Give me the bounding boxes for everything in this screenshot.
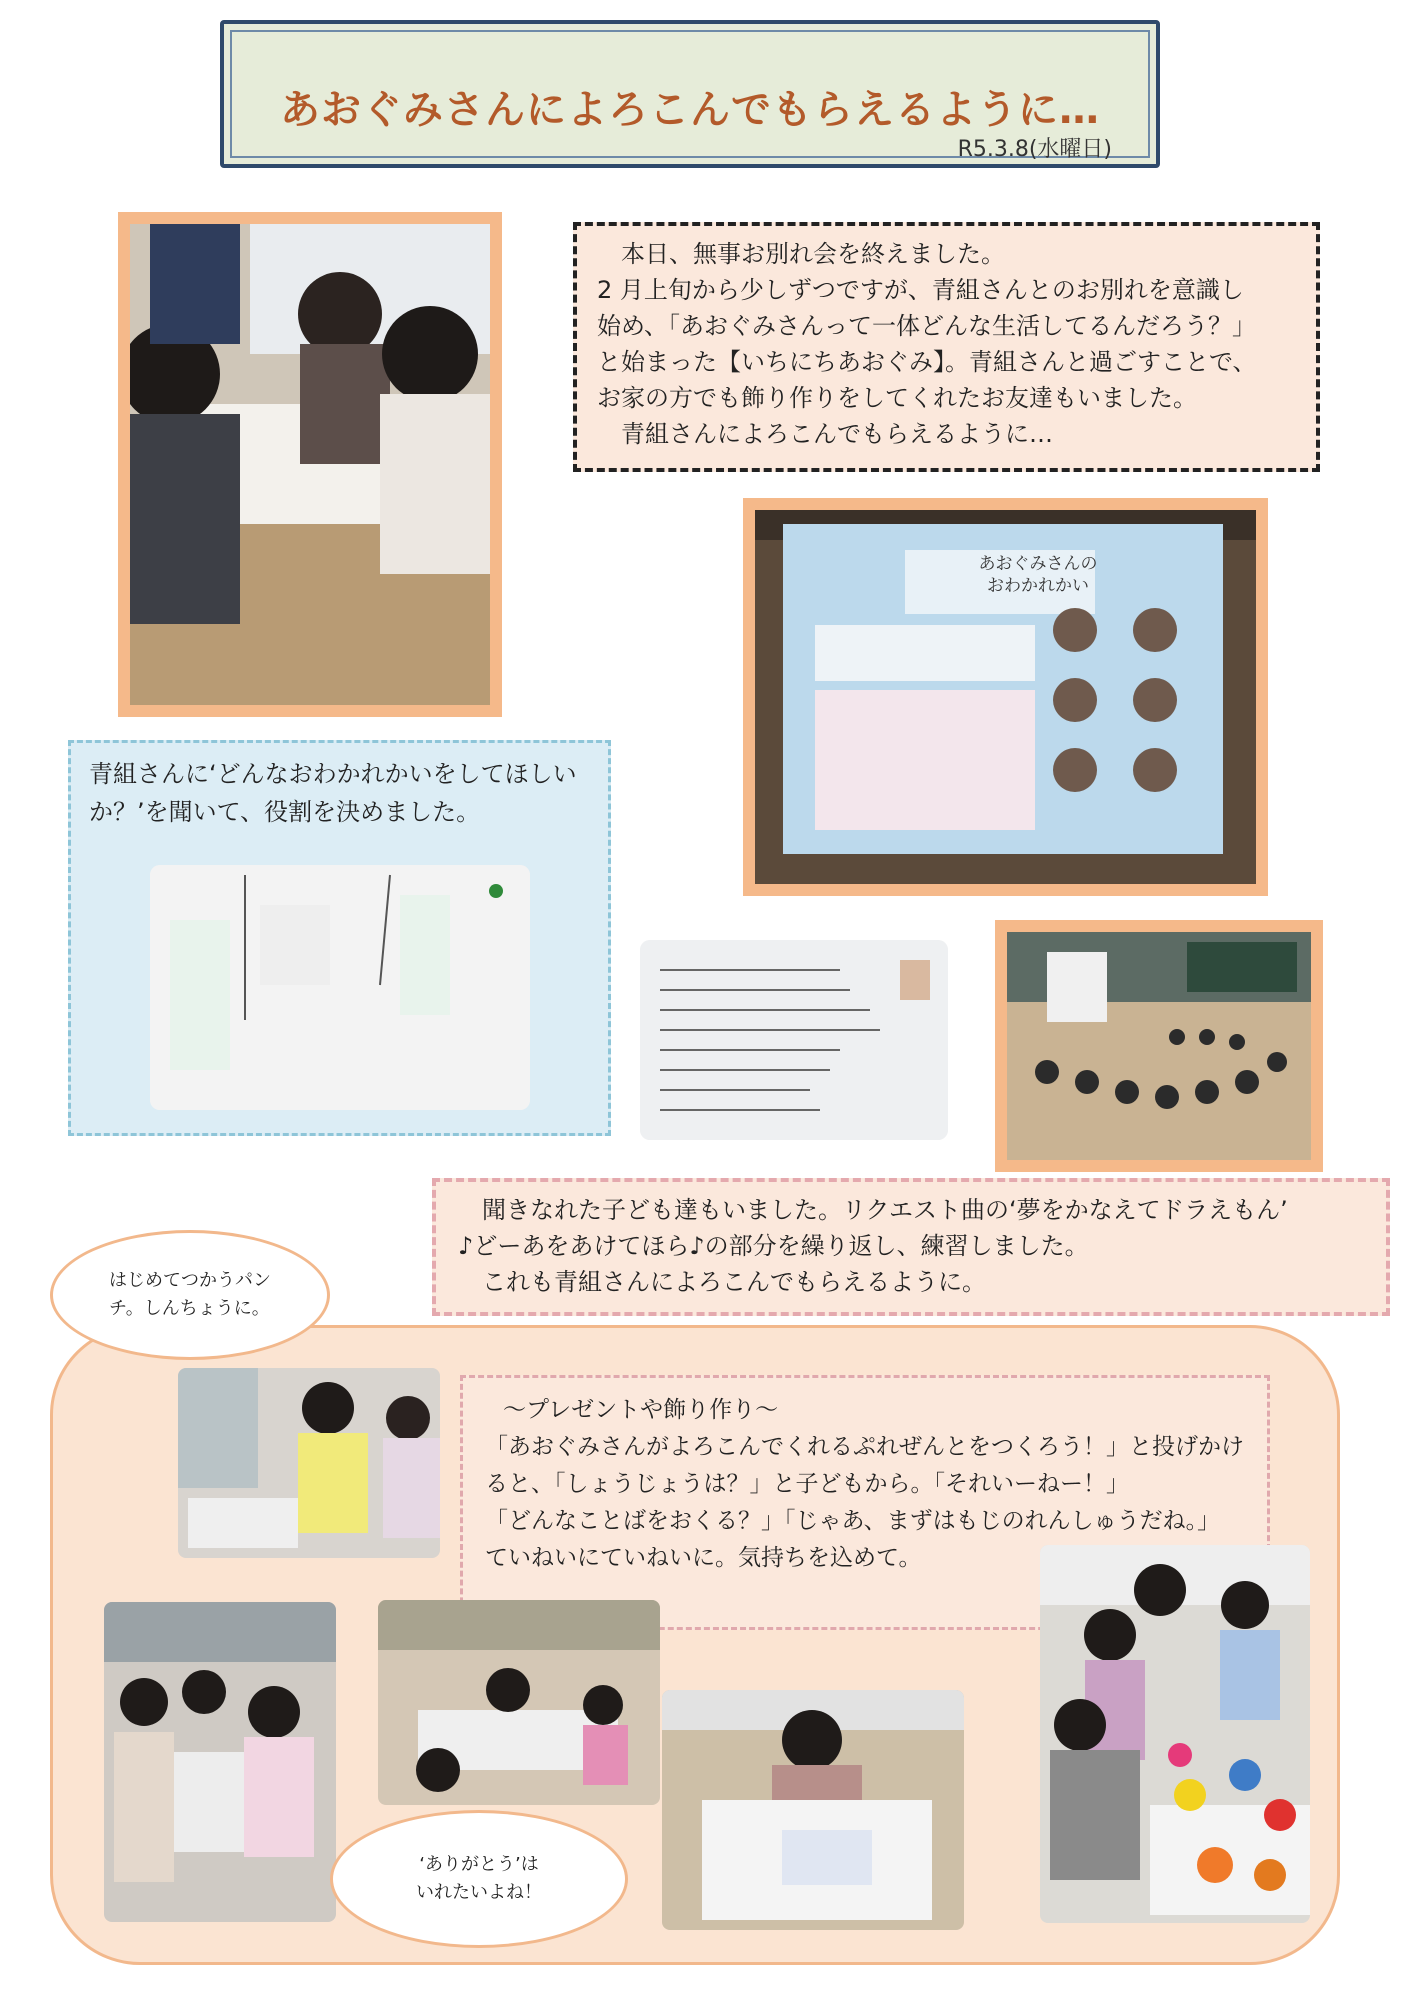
photo-whiteboard-lyrics-image <box>640 940 948 1140</box>
intro-line: 青組さんによろこんでもらえるように… <box>597 420 1053 448</box>
photo-whiteboard-roles <box>150 865 530 1110</box>
photo-group-crafting-image <box>378 1600 660 1805</box>
photo-ribbon-craft <box>1040 1545 1310 1923</box>
poster-title-line: おわかれかい <box>987 576 1089 596</box>
bubble-line: ‘ありがとう’は <box>419 1854 539 1875</box>
poster-title <box>948 553 1128 597</box>
intro-textbox <box>573 222 1320 472</box>
bubble-line: はじめてつかうパン <box>109 1270 271 1291</box>
poster-title-line: あおぐみさんの <box>978 554 1098 574</box>
page-date: R5.3.8(水曜日) <box>957 137 1112 162</box>
present-line: ると、「しょうじょうは？」と子どもから。「それいーねー！」 <box>485 1471 1129 1497</box>
practice-textbox <box>432 1178 1390 1316</box>
intro-line: 本日、無事お別れ会を終えました。 <box>597 240 1005 268</box>
intro-line: 始め、「あおぐみさんって一体どんな生活してるんだろう？」 <box>597 312 1257 340</box>
practice-line: ♪どーあをあけてほら♪の部分を繰り返し、練習しました。 <box>458 1232 1089 1260</box>
photo-children-drawing-image <box>130 224 490 705</box>
practice-line: これも青組さんによろこんでもらえるように。 <box>458 1268 986 1296</box>
speech-bubble-thanks <box>330 1810 628 1948</box>
present-heading: ～プレゼントや飾り作り～ <box>503 1397 779 1423</box>
present-line: 「あおぐみさんがよろこんでくれるぷれぜんとをつくろう！」と投げかけ <box>485 1434 1244 1460</box>
photo-punch-craft <box>178 1368 440 1558</box>
title-banner <box>220 20 1160 168</box>
photo-writing-letter-image <box>662 1690 964 1930</box>
photo-writing-letter <box>662 1690 964 1930</box>
photo-kids-writing <box>104 1602 336 1922</box>
intro-line: お家の方でも飾り作りをしてくれたお友達もいました。 <box>597 384 1197 412</box>
present-line: ていねいにていねいに。気持ちを込めて。 <box>485 1545 922 1571</box>
bubble-line: チ。しんちょうに。 <box>109 1298 270 1319</box>
intro-line: と始まった【いちにちあおぐみ】。青組さんと過ごすことで、 <box>597 348 1257 376</box>
speech-bubble-punch <box>50 1230 330 1360</box>
practice-line: 聞きなれた子ども達もいました。リクエスト曲の‘夢をかなえてドラえもん’ <box>458 1196 1288 1224</box>
photo-whiteboard-lyrics <box>640 940 948 1140</box>
page-title: あおぐみさんによろこんでもらえるように… <box>280 87 1100 133</box>
photo-whiteboard-roles-image <box>150 865 530 1110</box>
present-line: 「どんなことばをおくる？」「じゃあ、まずはもじのれんしゅうだね。」 <box>485 1508 1221 1534</box>
photo-classroom-circle-image <box>1007 932 1311 1160</box>
title-banner-inner <box>230 30 1150 162</box>
photo-kids-writing-image <box>104 1602 336 1922</box>
roles-text: 青組さんに‘どんなおわかれかいをしてほしいか？’を聞いて、役割を決めました。 <box>89 760 577 826</box>
photo-ribbon-craft-image <box>1040 1545 1310 1923</box>
photo-punch-craft-image <box>178 1368 440 1558</box>
intro-line: 2 月上旬から少しずつですが、青組さんとのお別れを意識し <box>597 276 1244 304</box>
bubble-line: いれたいよね！ <box>416 1882 542 1903</box>
photo-group-crafting <box>378 1600 660 1805</box>
photo-classroom-circle <box>995 920 1323 1172</box>
photo-children-drawing <box>118 212 502 717</box>
